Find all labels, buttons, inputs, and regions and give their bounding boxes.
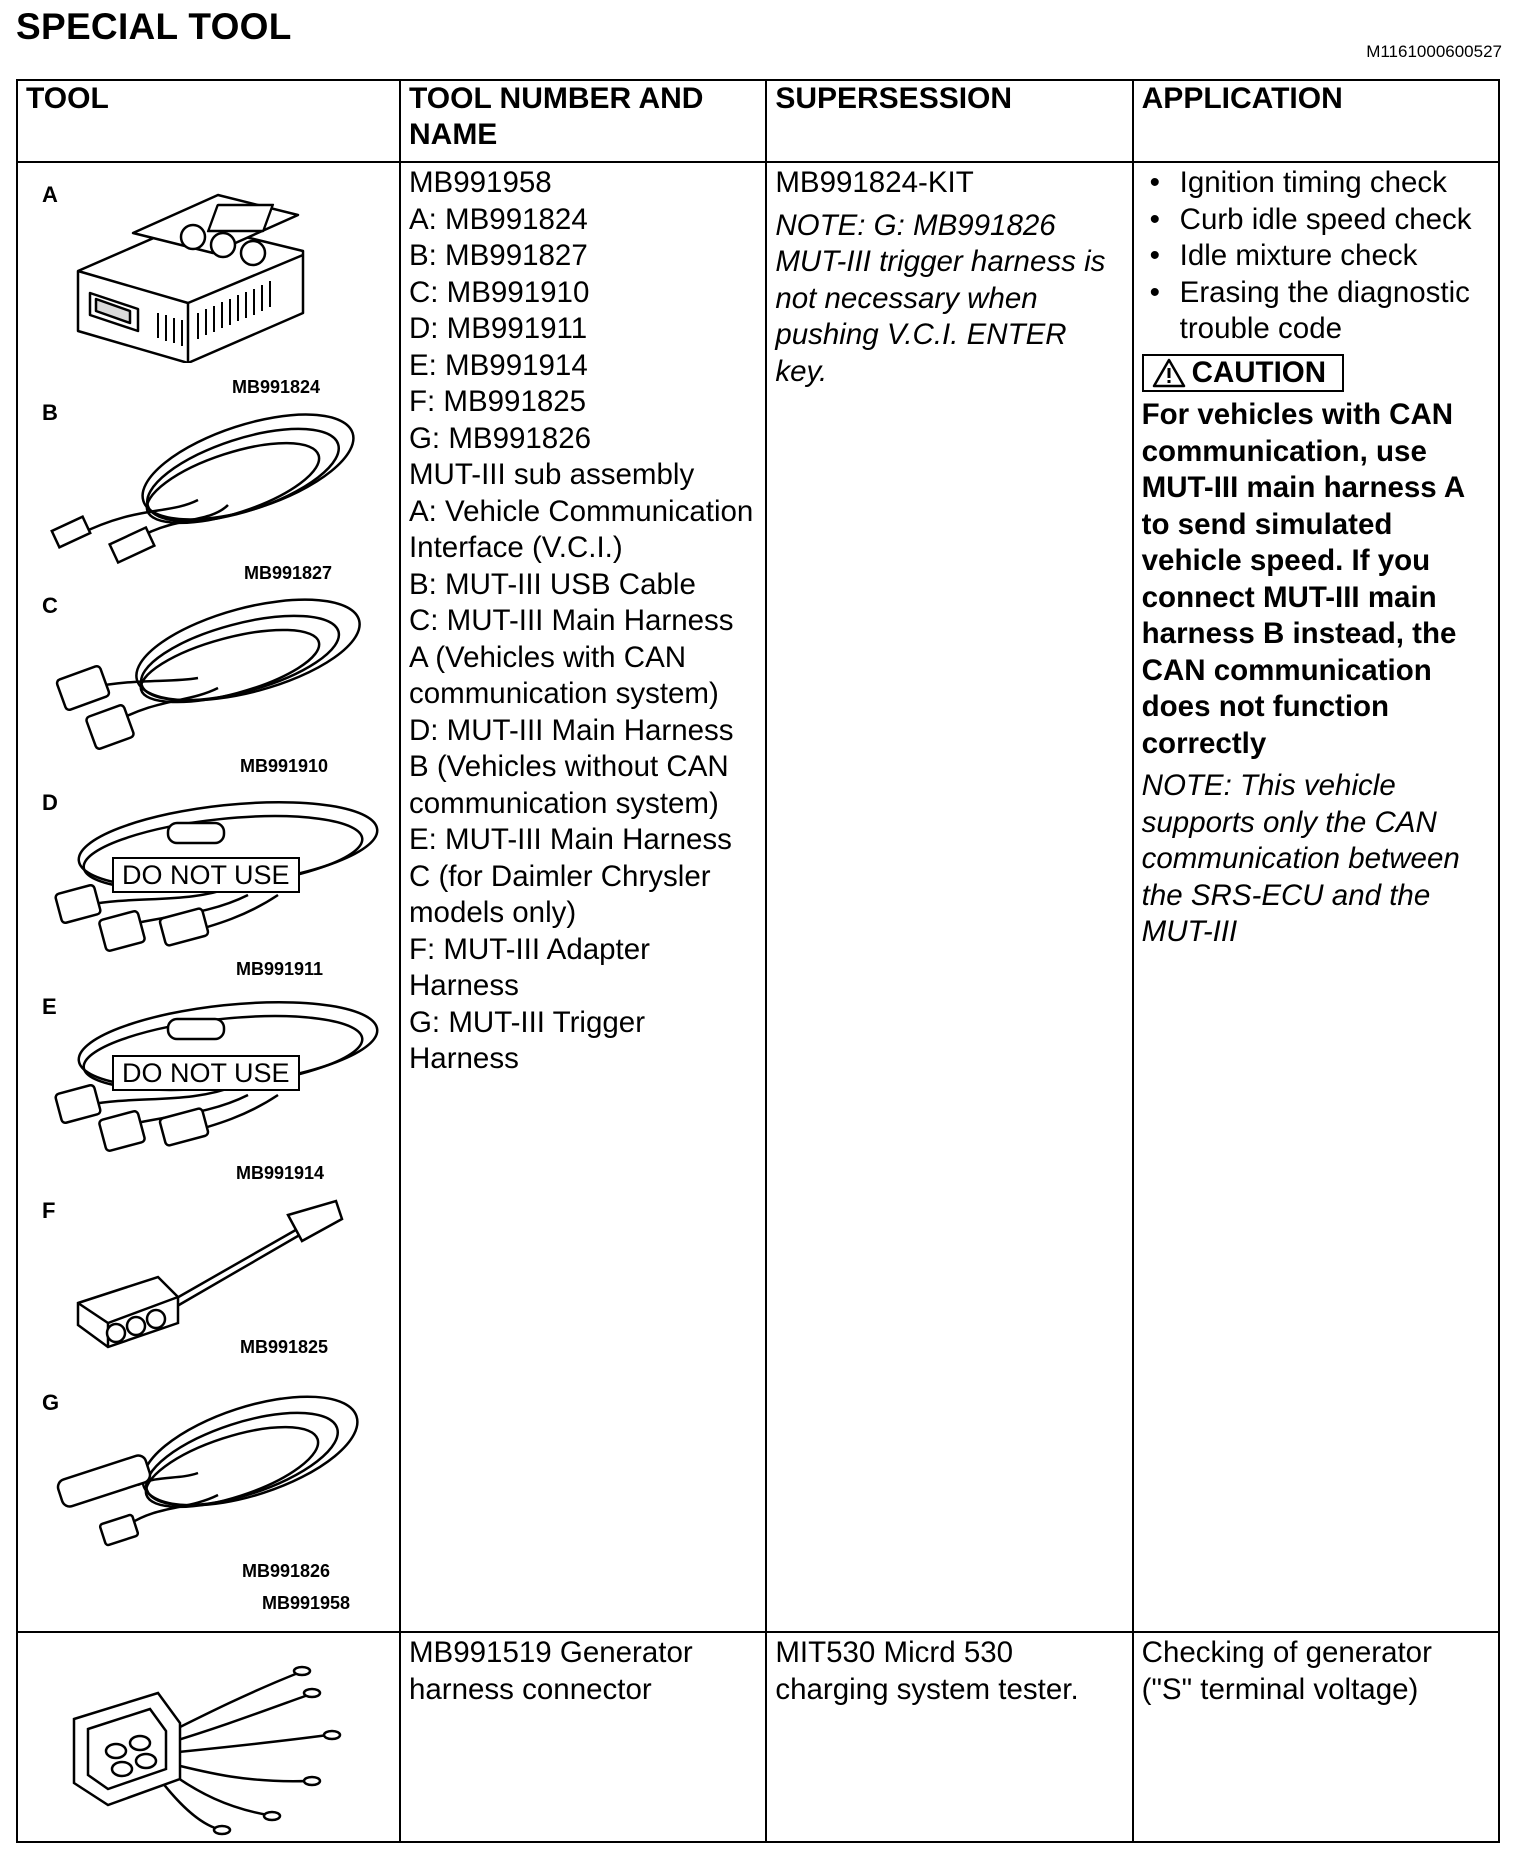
tool-letter: D [42, 790, 58, 815]
header-application: APPLICATION [1133, 80, 1499, 162]
tool-illustration-b [18, 395, 386, 583]
application-item: • Idle mixture check [1142, 238, 1490, 275]
tool-illustration-g [18, 1385, 386, 1625]
application-item: • Curb idle speed check [1142, 202, 1490, 239]
supersession-cell [766, 162, 1132, 1632]
tool-number-line: G: MUT-III Trigger Harness [408, 1005, 646, 1075]
tool-part-number: MB991911 [236, 959, 324, 979]
do-not-use-label: DO NOT USE [112, 1055, 300, 1091]
tool-illustration-f [18, 1193, 386, 1363]
tool-number-line: E: MUT-III Main Harness C (for Daimler Chrysler models only) [408, 823, 732, 929]
tool-number-line: A: Vehicle Communication Interface (V.C.I.) [408, 494, 754, 564]
trigger-harness-icon [18, 1385, 386, 1565]
application-cell [1133, 162, 1499, 1632]
tool-number-and-name: MB991519 Generator harness connector [408, 1636, 693, 1706]
application-note: NOTE: This vehicle supports only the CAN communication between the SRS-ECU and the MUT-III [1141, 769, 1460, 948]
tool-number-line: B: MUT-III USB Cable [408, 567, 696, 601]
tool-number-and-name-cell [400, 162, 766, 1632]
tool-number-line: B: MB991827 [408, 239, 588, 272]
tool-part-number: MB991824 [232, 377, 321, 397]
table-row [17, 162, 1499, 1632]
usb-cable-icon [18, 395, 386, 580]
application-text: Checking of generator ("S" terminal voltage) [1141, 1636, 1432, 1706]
tool-illustrations-cell [17, 162, 400, 1632]
table-row [17, 1632, 1499, 1842]
tool-part-number: MB991910 [240, 756, 329, 776]
tool-part-number: MB991825 [240, 1337, 329, 1357]
tool-number-line: MB991958 [408, 166, 552, 199]
caution-box [1142, 354, 1344, 392]
tool-number-line: G: MB991826 [408, 421, 592, 455]
caution-label: CAUTION [1191, 355, 1327, 389]
tool-number-line: E: MB991914 [408, 348, 588, 382]
page-title: SPECIAL TOOL [16, 6, 292, 47]
tool-illustration-d [18, 785, 386, 979]
supersession-value: MIT530 Micrd 530 charging system tester. [775, 1636, 1079, 1706]
warning-triangle-icon [1152, 358, 1186, 388]
tool-number-and-name-cell [400, 1632, 766, 1842]
application-cell [1133, 1632, 1499, 1842]
application-item: • Ignition timing check [1142, 165, 1490, 202]
tool-number-line: MUT-III sub assembly [408, 458, 695, 491]
supersession-note: NOTE: G: MB991826 MUT-III trigger harness is not necessary when pushing V.C.I. ENTER key. [775, 208, 1106, 388]
header-tool: TOOL [17, 80, 400, 162]
header-supersession: SUPERSESSION [766, 80, 1132, 162]
vci-device-icon [18, 163, 386, 363]
special-tool-table [16, 79, 1500, 1843]
tool-part-number: MB991914 [236, 1163, 325, 1183]
caution-text: For vehicles with CAN communication, use MUT-III main harness A to send simulated vehicle speed. If you connect MUT-III main harness B instead, the CAN communication does not function correctly [1141, 398, 1465, 760]
adapter-harness-icon [18, 1193, 386, 1363]
supersession-value: MB991824-KIT [775, 166, 974, 199]
tool-number-line: D: MUT-III Main Harness B (Vehicles without CAN communication system) [408, 713, 734, 820]
tool-number-line: F: MUT-III Adapter Harness [408, 932, 650, 1002]
tool-number-line: F: MB991825 [408, 385, 587, 418]
tool-number-line: D: MB991911 [408, 312, 588, 345]
kit-part-number: MB991958 [262, 1593, 351, 1613]
tool-letter: A [42, 182, 58, 207]
table-header-row [17, 80, 1499, 162]
tool-letter: B [42, 400, 58, 425]
tool-illustration-a [18, 163, 386, 397]
tool-letter: E [42, 994, 57, 1019]
main-harness-a-icon [18, 588, 386, 773]
tool-illustration-cell [17, 1632, 400, 1842]
tool-part-number: MB991827 [244, 563, 333, 583]
supersession-cell [766, 1632, 1132, 1842]
tool-letter: C [42, 593, 58, 618]
document-id: M1161000600527 [1366, 42, 1502, 61]
application-item: • Erasing the diagnostic trouble code [1142, 275, 1490, 348]
tool-number-line: A: MB991824 [408, 202, 588, 236]
tool-number-line: C: MUT-III Main Harness A (Vehicles with CAN communication system) [408, 604, 734, 710]
do-not-use-label: DO NOT USE [112, 857, 300, 893]
tool-illustration-c [18, 588, 386, 776]
tool-illustration-e [18, 989, 386, 1183]
tool-letter: F [42, 1198, 56, 1223]
header-tool-number-and-name: TOOL NUMBER AND NAME [400, 80, 766, 162]
application-list [1142, 165, 1490, 348]
tool-number-line: C: MB991910 [408, 275, 590, 309]
tool-part-number: MB991826 [242, 1561, 331, 1581]
tool-letter: G [42, 1390, 60, 1415]
generator-harness-connector-icon [18, 1633, 386, 1841]
